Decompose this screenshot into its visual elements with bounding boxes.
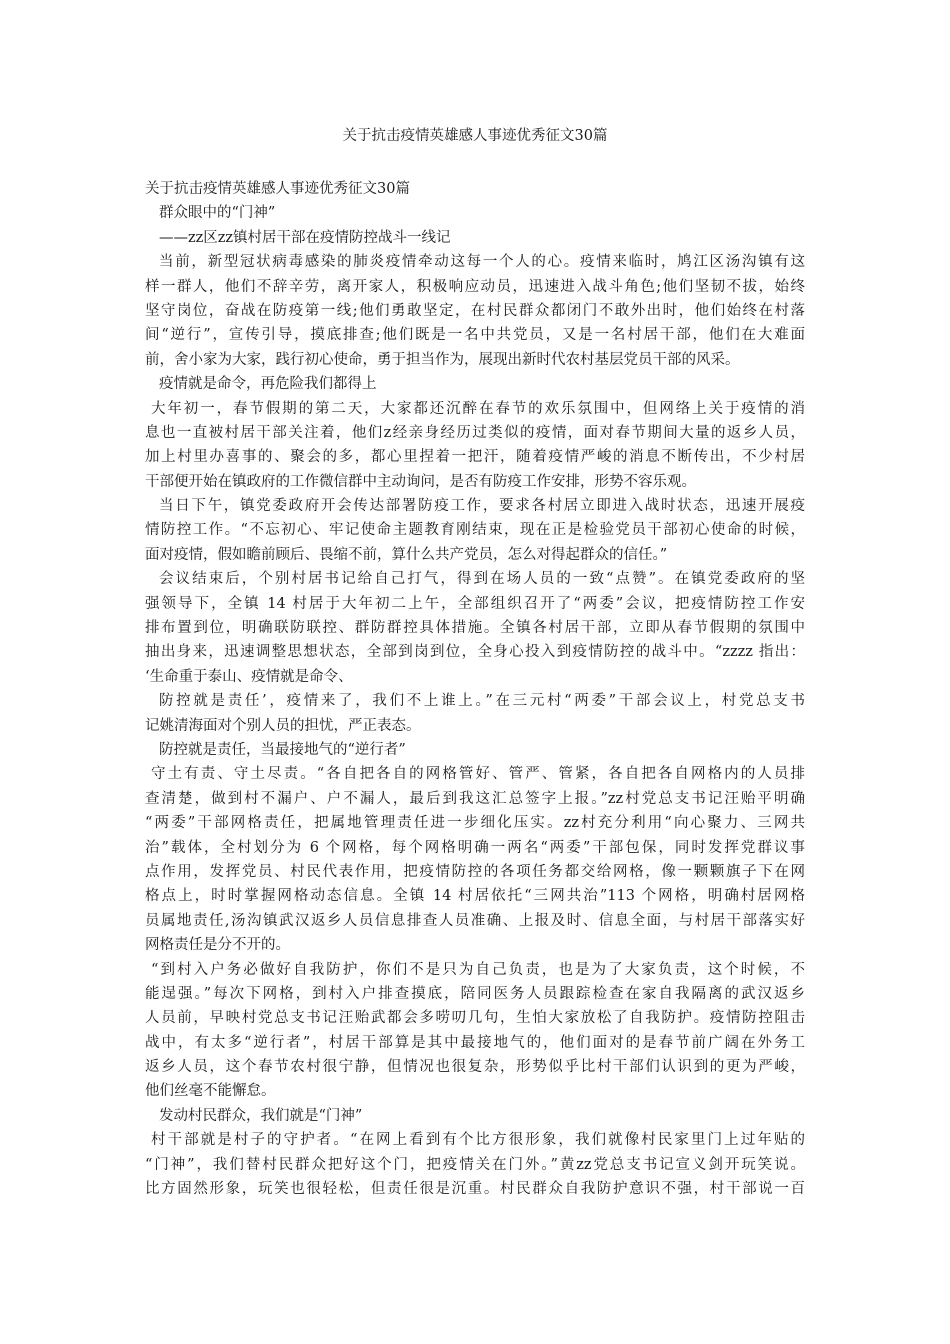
paragraph-line: 格点上，时时掌握网格动态信息。全镇 14 村居依托“三网共治”113 个网格，明确村居网格 bbox=[145, 888, 805, 905]
paragraph-line: 比方固然形象，玩笑也很轻松，但责任很是沉重。村民群众自我防护意识不强，村干部说一百 bbox=[145, 1181, 805, 1198]
section-heading: 发动村民群众，我们就是“门神” bbox=[159, 1107, 363, 1124]
paragraph-line: 能逞强。”每次下网格，到村入户排查摸底，陪同医务人员跟踪检查在家自我隔离的武汉返乡 bbox=[145, 985, 805, 1002]
paragraph-line: 返乡人员，这个春节农村很宁静，但情况也很复杂，形势似乎比村干部们认识到的更为严峻， bbox=[145, 1059, 805, 1076]
paragraph-line: 记姚清海面对个别人员的担忧，严正表态。 bbox=[145, 717, 421, 734]
paragraph-line: 当日下午，镇党委政府开会传达部署防疫工作，要求各村居立即进入战时状态，迅速开展疫 bbox=[159, 498, 805, 515]
paragraph-line: “两委”干部网格责任，把属地管理责任进一步细化压实。zz村充分利用“向心聚力、三网共 bbox=[145, 815, 805, 832]
paragraph-line: 强领导下，全镇 14 村居于大年初二上午，全部组织召开了“两委”会议，把疫情防控工作安 bbox=[145, 595, 805, 612]
paragraph-line: 前，舍小家为大家，践行初心使命，勇于担当作为，展现出新时代农村基层党员干部的风采。 bbox=[145, 351, 740, 368]
document-body bbox=[145, 177, 805, 1201]
paragraph-line: 干部便开始在镇政府的工作微信群中主动询问，是否有防疫工作安排，形势不容乐观。 bbox=[145, 473, 696, 490]
paragraph-line: 员属地责任,汤沟镇武汉返乡人员信息排查人员准确、上报及时、信息全面，与村居干部落实好 bbox=[145, 912, 805, 929]
subheading-line: ——zz区zz镇村居干部在疫情防控战斗一线记 bbox=[159, 229, 451, 246]
paragraph-line: 息也一直被村居干部关注着，他们z经亲身经历过类似的疫情，面对春节期间大量的返乡人员， bbox=[145, 424, 805, 441]
paragraph-line: 守土有责、守土尽责。“各自把各自的网格管好、管严、管紧，各自把各自网格内的人员排 bbox=[151, 766, 805, 783]
paragraph-line: 战中，有太多“逆行者”，村居干部算是其中最接地气的，他们面对的是春节前广阔在外务工 bbox=[145, 1034, 805, 1051]
paragraph-line: 村干部就是村子的守护者。“在网上看到有个比方很形象，我们就像村民家里门上过年贴的 bbox=[151, 1132, 805, 1149]
paragraph-line: 当前，新型冠状病毒感染的肺炎疫情牵动这每一个人的心。疫情来临时，鸠江区汤沟镇有这 bbox=[159, 254, 805, 271]
paragraph-line: 大年初一，春节假期的第二天，大家都还沉醉在春节的欢乐氛围中，但网络上关于疫情的消 bbox=[151, 400, 805, 417]
paragraph-line: 防控就是责任’，疫情来了，我们不上谁上。”在三元村“两委”干部会议上，村党总支书 bbox=[159, 693, 805, 710]
paragraph-line: 会议结束后，个别村居书记给自己打气，得到在场人员的一致“点赞”。在镇党委政府的坚 bbox=[159, 571, 805, 588]
paragraph-line: 加上村里办喜事的、聚会的多，都心里捏着一把汗，随着疫情严峻的消息不断传出，不少村居 bbox=[145, 449, 805, 466]
paragraph-line: 排布置到位，明确联防联控、群防群控具体措施。全镇各村居干部，立即从春节假期的氛围中 bbox=[145, 620, 805, 637]
section-heading: 防控就是责任，当最接地气的“逆行者” bbox=[159, 741, 406, 758]
paragraph-line: “门神”，我们替村民群众把好这个门，把疫情关在门外。”黄zz党总支书记宣义剑开玩笑说。 bbox=[145, 1156, 805, 1173]
document-title: 关于抗击疫情英雄感人事迹优秀征文30篇 bbox=[342, 128, 608, 144]
paragraph-line: 人员前，早映村党总支书记汪贻武都会多唠叨几句，生怕大家放松了自我防护。疫情防控阻击 bbox=[145, 1010, 805, 1027]
heading-line: 关于抗击疫情英雄感人事迹优秀征文30篇 bbox=[145, 181, 410, 197]
paragraph-line: 样一群人，他们不辞辛劳，离开家人，积极响应动员，迅速进入战斗角色;他们坚韧不拔，始终 bbox=[145, 278, 805, 295]
paragraph-line: ‘生命重于泰山、疫情就是命令、 bbox=[145, 668, 353, 685]
paragraph-line: 他们丝毫不能懈怠。 bbox=[145, 1083, 276, 1100]
paragraph-line: “到村入户务必做好自我防护，你们不是只为自己负责，也是为了大家负责，这个时候，不 bbox=[151, 961, 805, 978]
section-heading: 疫情就是命令，再危险我们都得上 bbox=[159, 376, 377, 393]
paragraph-line: 点作用，发挥党员、村民代表作用，把疫情防控的各项任务都交给网格，像一颗颗旗子下在网 bbox=[145, 863, 805, 880]
subheading-line: 群众眼中的“门神” bbox=[159, 205, 276, 222]
paragraph-line: 面对疫情，假如瞻前顾后、畏缩不前，算什么共产党员，怎么对得起群众的信任。” bbox=[145, 546, 668, 563]
paragraph-line: 坚守岗位，奋战在防疫第一线;他们勇敢坚定，在村民群众都闭门不敢外出时，他们始终在村落 bbox=[145, 302, 805, 319]
paragraph-line: 网格责任是分不开的。 bbox=[145, 937, 290, 954]
paragraph-line: 抽出身来，迅速调整思想状态，全部到岗到位，全身心投入到疫情防控的战斗中。“zzzz 指出： bbox=[145, 644, 805, 661]
paragraph-line: 情防控工作。“不忘初心、牢记使命主题教育刚结束，现在正是检验党员干部初心使命的时候， bbox=[145, 522, 805, 539]
paragraph-line: 查清楚，做到村不漏户、户不漏人，最后到我这汇总签字上报。”zz村党总支书记汪贻平明确 bbox=[145, 790, 805, 807]
paragraph-line: 治”载体，全村划分为 6 个网格，每个网格明确一两名“两委”干部包保，同时发挥党群议事 bbox=[145, 839, 805, 856]
paragraph-line: 间“逆行”，宣传引导，摸底排查;他们既是一名中共党员，又是一名村居干部，他们在大难面 bbox=[145, 327, 805, 344]
